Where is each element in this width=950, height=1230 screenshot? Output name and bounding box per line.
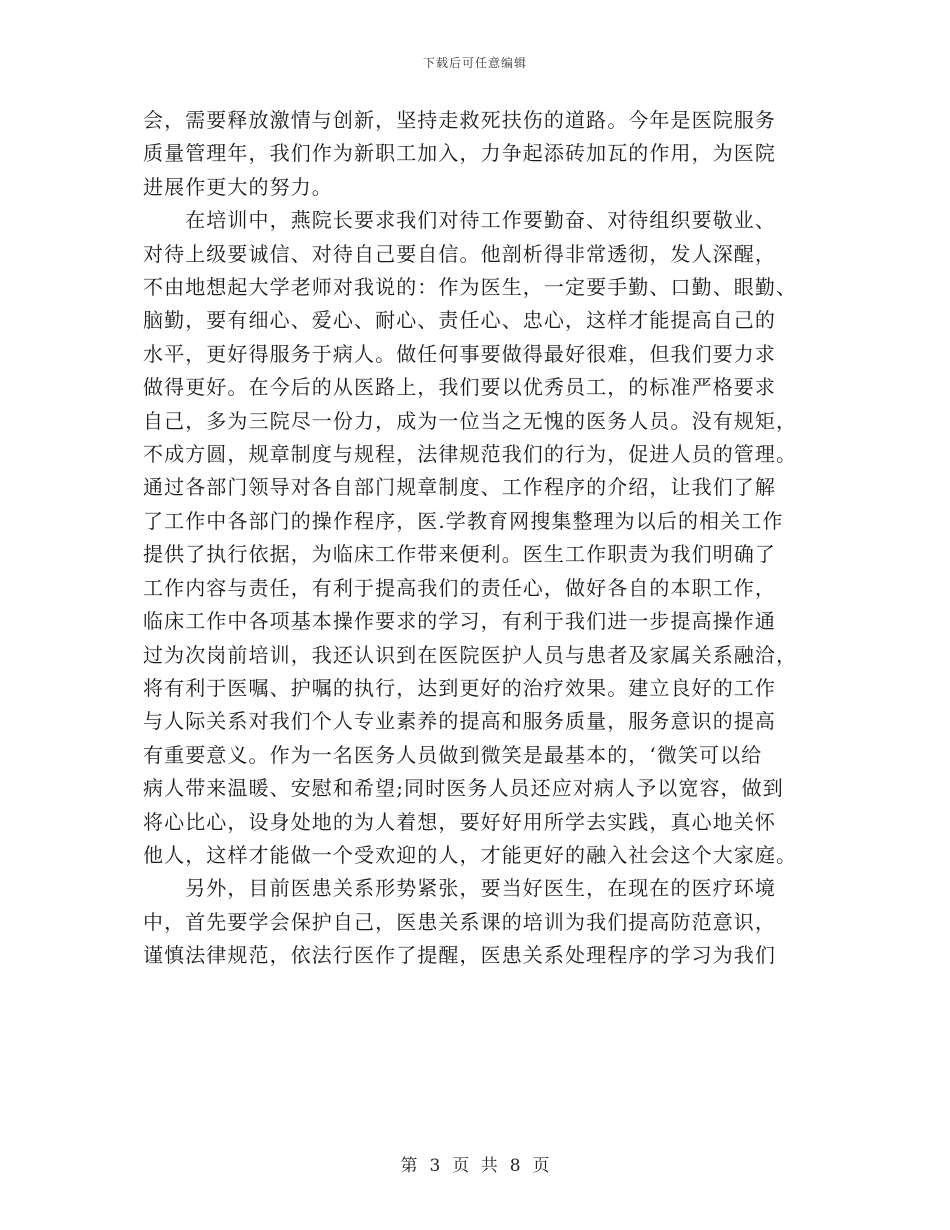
text-line: 他人，这样才能做一个受欢迎的人，才能更好的融入社会这个大家庭。: [143, 842, 798, 867]
footer-prefix: 第: [400, 1156, 418, 1176]
footer-total-pages: 8: [509, 1156, 521, 1176]
page-header: 下载后可任意编辑: [422, 56, 527, 70]
text-line: 不由地想起大学老师对我说的：作为医生，一定要手勤、口勤、眼勤、: [143, 275, 798, 300]
footer-suffix: 页: [532, 1156, 550, 1176]
text-line: 过为次岗前培训，我还认识到在医院医护人员与患者及家属关系融洽，: [143, 642, 798, 667]
text-line: 自己，多为三院尽一份力，成为一位当之无愧的医务人员。没有规矩，: [143, 408, 798, 433]
text-line: 对待上级要诚信、对待自己要自信。他剖析得非常透彻，发人深醒，: [143, 241, 776, 266]
paragraph: [143, 104, 803, 973]
text-line: 进展作更大的努力。: [143, 174, 333, 199]
footer-page-number: 3: [429, 1156, 441, 1176]
text-line: 另外，目前医患关系形势紧张，要当好医生，在现在的医疗环境: [143, 876, 776, 901]
footer-middle: 页 共: [452, 1156, 498, 1176]
text-line: 通过各部门领导对各自部门规章制度、工作程序的介绍，让我们了解: [143, 475, 776, 500]
text-line: 脑勤，要有细心、爱心、耐心、责任心、忠心，这样才能提高自己的: [143, 308, 776, 333]
text-line: 水平，更好得服务于病人。做任何事要做得最好很难，但我们要力求: [143, 341, 776, 366]
text-line: 有重要意义。作为一名医务人员做到微笑是最基本的，‘微笑可以给: [143, 742, 763, 767]
text-line: 会，需要释放激情与创新，坚持走救死扶伤的道路。今年是医院服务: [143, 108, 776, 132]
text-line: 工作内容与责任，有利于提高我们的责任心，做好各自的本职工作，: [143, 575, 776, 600]
text-line: 提供了执行依据，为临床工作带来便利。医生工作职责为我们明确了: [143, 542, 776, 567]
text-line: 病人带来温暖、安慰和希望;同时医务人员还应对病人予以宽容，做到: [143, 776, 784, 801]
body-text: [143, 104, 803, 973]
text-line: 谨慎法律规范，依法行医作了提醒，医患关系处理程序的学习为我们: [143, 943, 776, 968]
text-line: 临床工作中各项基本操作要求的学习，有利于我们进一步提高操作通: [143, 609, 776, 634]
text-line: 质量管理年，我们作为新职工加入，力争起添砖加瓦的作用，为医院: [143, 141, 776, 166]
text-line: 做得更好。在今后的从医路上，我们要以优秀员工，的标准严格要求: [143, 375, 776, 400]
text-line: 中，首先要学会保护自己，医患关系课的培训为我们提高防范意识，: [143, 909, 776, 934]
text-line: 在培训中，燕院长要求我们对待工作要勤奋、对待组织要敬业、: [143, 208, 776, 233]
text-line: 不成方圆，规章制度与规程，法律规范我们的行为，促进人员的管理。: [143, 442, 798, 467]
text-line: 与人际关系对我们个人专业素养的提高和服务质量，服务意识的提高: [143, 709, 776, 734]
page-footer: [0, 1151, 950, 1176]
text-line: 将有利于医嘱、护嘱的执行，达到更好的治疗效果。建立良好的工作: [143, 675, 776, 700]
text-line: 了工作中各部门的操作程序，医.学教育网搜集整理为以后的相关工作: [143, 508, 784, 533]
text-line: 将心比心，设身处地的为人着想，要好好用所学去实践，真心地关怀: [143, 809, 776, 834]
